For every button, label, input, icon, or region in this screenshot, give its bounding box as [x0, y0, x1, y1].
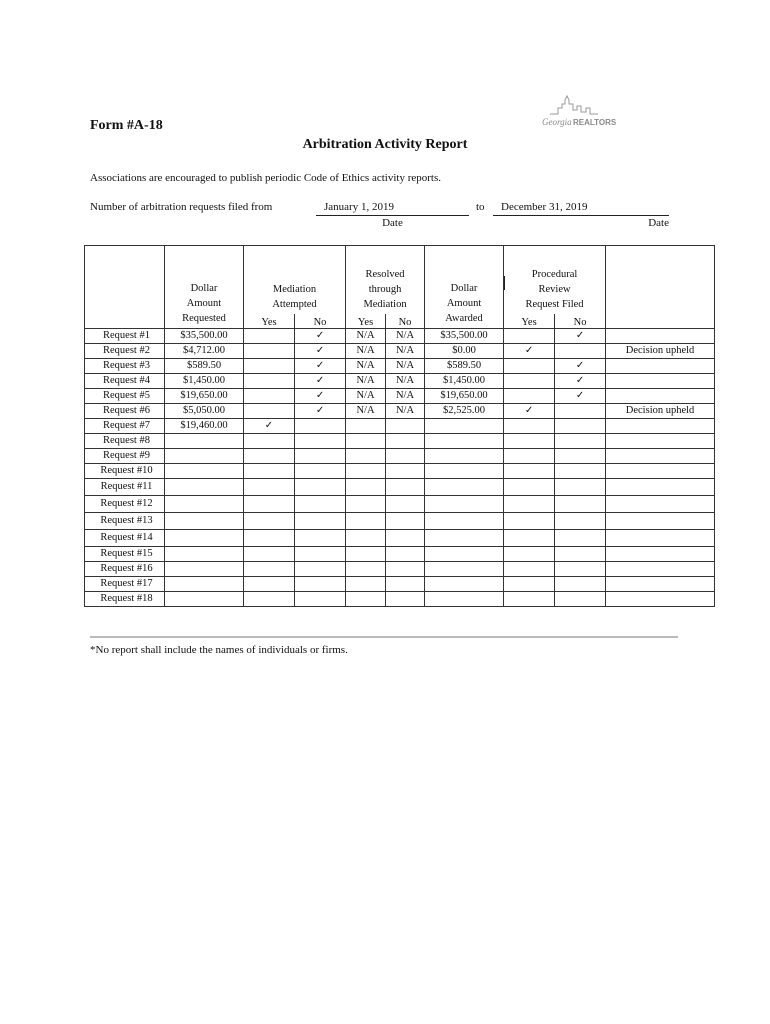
procedural-yes-cell	[504, 591, 555, 606]
procedural-yes-cell	[504, 529, 555, 546]
notes-cell: Decision upheld	[606, 343, 715, 358]
resolved-yes-cell	[346, 495, 386, 512]
resolved-through-mediation-header: Resolved through Mediation	[346, 246, 425, 315]
dollar-awarded-cell	[425, 463, 504, 478]
table-row	[85, 591, 715, 606]
notes-cell	[606, 561, 715, 576]
notes-cell	[606, 576, 715, 591]
dollar-requested-cell	[165, 576, 244, 591]
notes-col-subheader	[606, 314, 715, 328]
mediation-yes-cell	[244, 463, 295, 478]
table-row	[85, 495, 715, 512]
procedural-yes-cell	[504, 433, 555, 448]
mediation-yes-header: Yes	[244, 314, 295, 328]
dollar-awarded-cell: $0.00	[425, 343, 504, 358]
mediation-yes-cell: ✓	[244, 418, 295, 433]
dollar-requested-cell: $35,500.00	[165, 328, 244, 343]
procedural-no-cell	[555, 576, 606, 591]
mediation-yes-cell	[244, 328, 295, 343]
table-row	[85, 576, 715, 591]
resolved-no-cell: N/A	[386, 373, 425, 388]
mediation-yes-cell	[244, 343, 295, 358]
notes-cell	[606, 373, 715, 388]
mediation-no-cell	[295, 576, 346, 591]
procedural-no-cell: ✓	[555, 358, 606, 373]
dollar-requested-cell	[165, 448, 244, 463]
request-label-cell: Request #3	[85, 358, 165, 373]
notes-cell	[606, 418, 715, 433]
request-label-cell: Request #6	[85, 403, 165, 418]
procedural-no-header: No	[555, 314, 606, 328]
procedural-review-header: Procedural Review Request Filed	[504, 246, 606, 315]
mediation-no-cell	[295, 512, 346, 529]
dollar-requested-cell: $1,450.00	[165, 373, 244, 388]
procedural-yes-cell	[504, 546, 555, 561]
table-row	[85, 328, 715, 343]
resolved-yes-cell	[346, 463, 386, 478]
mediation-yes-cell	[244, 478, 295, 495]
procedural-no-cell	[555, 463, 606, 478]
request-label-cell: Request #10	[85, 463, 165, 478]
dollar-requested-header: Dollar Amount Requested	[165, 246, 244, 329]
procedural-yes-cell	[504, 561, 555, 576]
request-label-cell: Request #13	[85, 512, 165, 529]
table-row	[85, 433, 715, 448]
dollar-awarded-cell	[425, 495, 504, 512]
resolved-no-cell: N/A	[386, 343, 425, 358]
georgia-realtors-logo	[540, 92, 620, 134]
intro-text: Associations are encouraged to publish periodic Code of Ethics activity reports.	[90, 172, 441, 184]
dollar-requested-cell	[165, 591, 244, 606]
request-label-cell: Request #5	[85, 388, 165, 403]
procedural-no-cell	[555, 512, 606, 529]
header-divider-mark	[504, 276, 505, 290]
procedural-no-cell	[555, 433, 606, 448]
footnote: *No report shall include the names of individuals or firms.	[90, 644, 348, 656]
resolved-no-cell	[386, 495, 425, 512]
table-row	[85, 478, 715, 495]
notes-cell	[606, 388, 715, 403]
request-label-cell: Request #9	[85, 448, 165, 463]
mediation-yes-cell	[244, 373, 295, 388]
notes-cell	[606, 328, 715, 343]
mediation-attempted-header: Mediation Attempted	[244, 246, 346, 315]
resolved-yes-cell: N/A	[346, 358, 386, 373]
notes-cell	[606, 529, 715, 546]
request-label-cell: Request #1	[85, 328, 165, 343]
request-col-subheader	[85, 314, 165, 328]
procedural-no-cell: ✓	[555, 373, 606, 388]
resolved-yes-cell	[346, 576, 386, 591]
mediation-yes-cell	[244, 495, 295, 512]
dollar-awarded-cell	[425, 529, 504, 546]
procedural-no-cell	[555, 343, 606, 358]
resolved-no-cell	[386, 463, 425, 478]
request-label-cell: Request #4	[85, 373, 165, 388]
resolved-yes-cell	[346, 512, 386, 529]
mediation-no-cell: ✓	[295, 373, 346, 388]
mediation-no-cell: ✓	[295, 388, 346, 403]
procedural-no-cell	[555, 403, 606, 418]
mediation-yes-cell	[244, 388, 295, 403]
resolved-yes-cell: N/A	[346, 328, 386, 343]
resolved-no-cell	[386, 561, 425, 576]
resolved-yes-header: Yes	[346, 314, 386, 328]
resolved-yes-cell: N/A	[346, 373, 386, 388]
mediation-yes-cell	[244, 448, 295, 463]
table-row	[85, 561, 715, 576]
mediation-no-cell: ✓	[295, 358, 346, 373]
procedural-no-cell	[555, 448, 606, 463]
resolved-no-cell	[386, 576, 425, 591]
mediation-no-cell	[295, 591, 346, 606]
resolved-no-cell	[386, 591, 425, 606]
mediation-no-cell	[295, 448, 346, 463]
request-label-cell: Request #2	[85, 343, 165, 358]
dollar-awarded-cell	[425, 576, 504, 591]
dollar-awarded-cell: $2,525.00	[425, 403, 504, 418]
dollar-awarded-header: Dollar Amount Awarded	[425, 246, 504, 329]
notes-cell	[606, 512, 715, 529]
request-label-cell: Request #11	[85, 478, 165, 495]
svg-text:REALTORS: REALTORS	[573, 118, 617, 127]
resolved-no-cell	[386, 478, 425, 495]
procedural-yes-cell	[504, 478, 555, 495]
mediation-no-cell	[295, 546, 346, 561]
procedural-yes-cell: ✓	[504, 403, 555, 418]
table-row	[85, 373, 715, 388]
dollar-awarded-cell	[425, 546, 504, 561]
mediation-no-cell	[295, 433, 346, 448]
procedural-yes-cell	[504, 512, 555, 529]
resolved-yes-cell	[346, 478, 386, 495]
notes-cell	[606, 478, 715, 495]
resolved-no-cell: N/A	[386, 358, 425, 373]
procedural-no-cell	[555, 546, 606, 561]
notes-cell	[606, 448, 715, 463]
mediation-yes-cell	[244, 403, 295, 418]
procedural-no-cell	[555, 591, 606, 606]
report-body	[85, 328, 715, 606]
form-number: Form #A-18	[90, 118, 163, 133]
mediation-no-cell	[295, 495, 346, 512]
dollar-awarded-cell	[425, 561, 504, 576]
resolved-yes-cell	[346, 591, 386, 606]
resolved-no-cell	[386, 529, 425, 546]
dollar-requested-cell: $19,650.00	[165, 388, 244, 403]
arbitration-activity-table	[84, 245, 715, 607]
mediation-yes-cell	[244, 561, 295, 576]
notes-cell	[606, 591, 715, 606]
from-date-field[interactable]: January 1, 2019	[316, 201, 469, 216]
mediation-no-header: No	[295, 314, 346, 328]
resolved-yes-cell: N/A	[346, 343, 386, 358]
notes-cell	[606, 433, 715, 448]
table-row	[85, 358, 715, 373]
page-title: Arbitration Activity Report	[302, 137, 468, 152]
table-row	[85, 403, 715, 418]
footer-divider	[90, 636, 678, 638]
resolved-no-header: No	[386, 314, 425, 328]
request-label-cell: Request #12	[85, 495, 165, 512]
request-label-cell: Request #14	[85, 529, 165, 546]
dollar-requested-cell	[165, 529, 244, 546]
resolved-no-cell	[386, 448, 425, 463]
procedural-no-cell: ✓	[555, 388, 606, 403]
resolved-yes-cell	[346, 561, 386, 576]
table-row	[85, 463, 715, 478]
mediation-no-cell: ✓	[295, 403, 346, 418]
mediation-no-cell	[295, 418, 346, 433]
dollar-awarded-cell: $19,650.00	[425, 388, 504, 403]
request-label-cell: Request #16	[85, 561, 165, 576]
resolved-no-cell	[386, 433, 425, 448]
table-row	[85, 418, 715, 433]
request-col-header	[85, 246, 165, 315]
dollar-requested-cell	[165, 561, 244, 576]
resolved-yes-cell	[346, 448, 386, 463]
mediation-no-cell	[295, 463, 346, 478]
resolved-yes-cell	[346, 546, 386, 561]
dollar-requested-cell: $589.50	[165, 358, 244, 373]
mediation-no-cell	[295, 478, 346, 495]
notes-cell	[606, 463, 715, 478]
table-row	[85, 388, 715, 403]
from-date-caption: Date	[382, 217, 403, 229]
procedural-no-cell: ✓	[555, 328, 606, 343]
mediation-yes-cell	[244, 576, 295, 591]
procedural-yes-cell	[504, 463, 555, 478]
table-row	[85, 529, 715, 546]
procedural-yes-cell	[504, 358, 555, 373]
request-label-cell: Request #8	[85, 433, 165, 448]
procedural-no-cell	[555, 529, 606, 546]
mediation-yes-cell	[244, 358, 295, 373]
dollar-awarded-cell	[425, 448, 504, 463]
procedural-yes-header: Yes	[504, 314, 555, 328]
notes-col-header	[606, 246, 715, 315]
mediation-yes-cell	[244, 591, 295, 606]
dollar-requested-cell: $19,460.00	[165, 418, 244, 433]
procedural-yes-cell	[504, 388, 555, 403]
to-date-field[interactable]: December 31, 2019	[493, 201, 669, 216]
dollar-requested-cell	[165, 433, 244, 448]
notes-cell: Decision upheld	[606, 403, 715, 418]
procedural-no-cell	[555, 478, 606, 495]
notes-cell	[606, 358, 715, 373]
to-label: to	[476, 201, 485, 213]
dollar-awarded-cell: $589.50	[425, 358, 504, 373]
procedural-yes-cell	[504, 448, 555, 463]
filing-period-label: Number of arbitration requests filed from	[90, 201, 273, 213]
procedural-no-cell	[555, 495, 606, 512]
dollar-awarded-cell: $1,450.00	[425, 373, 504, 388]
dollar-requested-cell: $5,050.00	[165, 403, 244, 418]
resolved-no-cell	[386, 512, 425, 529]
dollar-requested-cell: $4,712.00	[165, 343, 244, 358]
mediation-no-cell: ✓	[295, 343, 346, 358]
mediation-no-cell	[295, 529, 346, 546]
table-row	[85, 448, 715, 463]
resolved-no-cell: N/A	[386, 403, 425, 418]
dollar-requested-cell	[165, 546, 244, 561]
resolved-no-cell	[386, 418, 425, 433]
dollar-awarded-cell	[425, 418, 504, 433]
table-row	[85, 512, 715, 529]
procedural-yes-cell	[504, 495, 555, 512]
mediation-no-cell: ✓	[295, 328, 346, 343]
request-label-cell: Request #18	[85, 591, 165, 606]
procedural-yes-cell: ✓	[504, 343, 555, 358]
table-row	[85, 343, 715, 358]
resolved-yes-cell	[346, 433, 386, 448]
dollar-awarded-cell	[425, 591, 504, 606]
resolved-yes-cell: N/A	[346, 403, 386, 418]
dollar-awarded-cell	[425, 512, 504, 529]
notes-cell	[606, 495, 715, 512]
resolved-yes-cell: N/A	[346, 388, 386, 403]
procedural-no-cell	[555, 418, 606, 433]
dollar-awarded-cell	[425, 433, 504, 448]
procedural-yes-cell	[504, 373, 555, 388]
mediation-yes-cell	[244, 529, 295, 546]
mediation-yes-cell	[244, 546, 295, 561]
resolved-yes-cell	[346, 418, 386, 433]
procedural-yes-cell	[504, 328, 555, 343]
to-date-caption: Date	[648, 217, 669, 229]
dollar-requested-cell	[165, 495, 244, 512]
mediation-yes-cell	[244, 433, 295, 448]
mediation-no-cell	[295, 561, 346, 576]
dollar-awarded-cell: $35,500.00	[425, 328, 504, 343]
mediation-yes-cell	[244, 512, 295, 529]
request-label-cell: Request #15	[85, 546, 165, 561]
request-label-cell: Request #7	[85, 418, 165, 433]
procedural-no-cell	[555, 561, 606, 576]
svg-text:Georgia: Georgia	[542, 117, 572, 127]
dollar-requested-cell	[165, 478, 244, 495]
procedural-yes-cell	[504, 418, 555, 433]
resolved-no-cell: N/A	[386, 388, 425, 403]
request-label-cell: Request #17	[85, 576, 165, 591]
dollar-requested-cell	[165, 463, 244, 478]
procedural-yes-cell	[504, 576, 555, 591]
dollar-requested-cell	[165, 512, 244, 529]
notes-cell	[606, 546, 715, 561]
table-row	[85, 546, 715, 561]
dollar-awarded-cell	[425, 478, 504, 495]
resolved-yes-cell	[346, 529, 386, 546]
resolved-no-cell: N/A	[386, 328, 425, 343]
resolved-no-cell	[386, 546, 425, 561]
